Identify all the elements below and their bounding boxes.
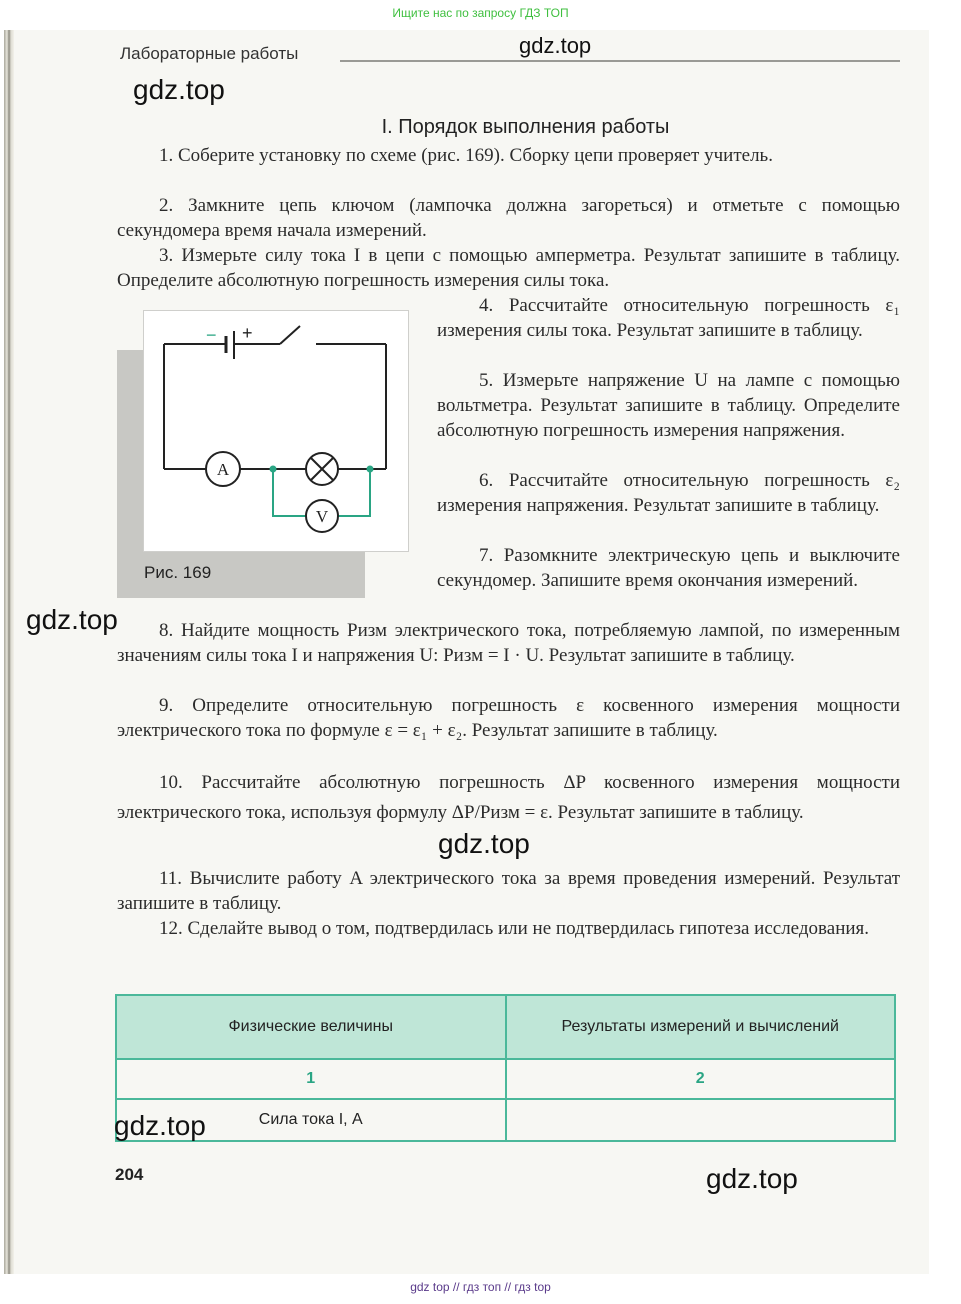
step-6: 6. Рассчитайте относительную погрешность ε₂ измерения напряжения. Результат запишите в таблицу.: [437, 470, 900, 516]
table-cell[interactable]: [506, 1099, 896, 1141]
circuit-svg: [144, 311, 408, 551]
step-12: 12. Сделайте вывод о том, подтвердилась или не подтвердилась гипотеза исследования.: [159, 918, 870, 939]
footer-links[interactable]: gdz top // гдз топ // гдз top: [410, 1280, 551, 1294]
column-number: 1: [116, 1059, 506, 1099]
section-title: I. Порядок выполнения работы: [381, 116, 670, 138]
step-3: 3. Измерьте силу тока I в цепи с помощью амперметра. Результат запишите в таблицу. Определите абсолютную погрешность измерения силы тока.: [117, 245, 900, 291]
table-number-row: [116, 1059, 895, 1099]
circuit-diagram: [143, 310, 409, 552]
page-number: 204: [115, 1165, 144, 1184]
search-banner[interactable]: Ищите нас по запросу ГДЗ ТОП: [392, 6, 569, 20]
watermark: gdz.top: [519, 33, 592, 58]
step-5: 5. Измерьте напряжение U на лампе с помощью вольтметра. Результат запишите в таблицу. Определите абсолютную погрешность измерения напряжения.: [437, 370, 900, 441]
watermark: gdz.top: [438, 828, 530, 859]
table-header-cell: Физические величины: [116, 995, 506, 1059]
step-9: 9. Определите относительную погрешность ε косвенного измерения мощности электрического тока по формуле ε = ε₁ + ε₂. Результат запишите в таблицу.: [117, 695, 900, 741]
watermark: gdz.top: [114, 1110, 206, 1141]
step-2: 2. Замкните цепь ключом (лампочка должна загореться) и отметьте с помощью секундомера время начала измерений.: [117, 195, 900, 241]
step-1: 1. Соберите установку по схеме (рис. 169). Сборку цепи проверяет учитель.: [159, 145, 773, 166]
watermark: gdz.top: [706, 1163, 798, 1194]
watermark: gdz.top: [26, 604, 118, 635]
running-header: Лабораторные работы: [120, 44, 299, 63]
column-number: 2: [506, 1059, 896, 1099]
plus-sign: +: [242, 323, 253, 343]
table-header-row: [116, 995, 895, 1059]
voltmeter-icon: V: [315, 507, 329, 526]
results-table: [115, 994, 896, 1142]
step-4: 4. Рассчитайте относительную погрешность ε₁ измерения силы тока. Результат запишите в таблицу.: [437, 295, 900, 341]
watermark: gdz.top: [133, 74, 225, 105]
ammeter-icon: A: [216, 460, 230, 479]
page-binding: [4, 30, 14, 1274]
step-11: 11. Вычислите работу A электрического тока за время проведения измерений. Результат запишите в таблицу.: [117, 868, 900, 914]
figure-caption: Рис. 169: [144, 563, 212, 582]
step-7: 7. Разомкните электрическую цепь и выключите секундомер. Запишите время окончания измерений.: [437, 545, 900, 591]
step-8: 8. Найдите мощность Pизм электрического тока, потребляемую лампой, по измеренным значениям силы тока I и напряжения U: Pизм = I · U. Результат запишите в таблицу.: [117, 620, 900, 666]
table-header-cell: Результаты измерений и вычислений: [506, 995, 896, 1059]
minus-sign: −: [206, 325, 217, 345]
table-row: [116, 1099, 895, 1141]
step-10: 10. Рассчитайте абсолютную погрешность ΔP косвенного измерения мощности электрического тока, используя формулу ΔP/Pизм = ε. Результат запишите в таблицу.: [117, 772, 900, 823]
table-cell: Сила тока I, А: [116, 1099, 506, 1141]
header-rule: [340, 60, 900, 62]
